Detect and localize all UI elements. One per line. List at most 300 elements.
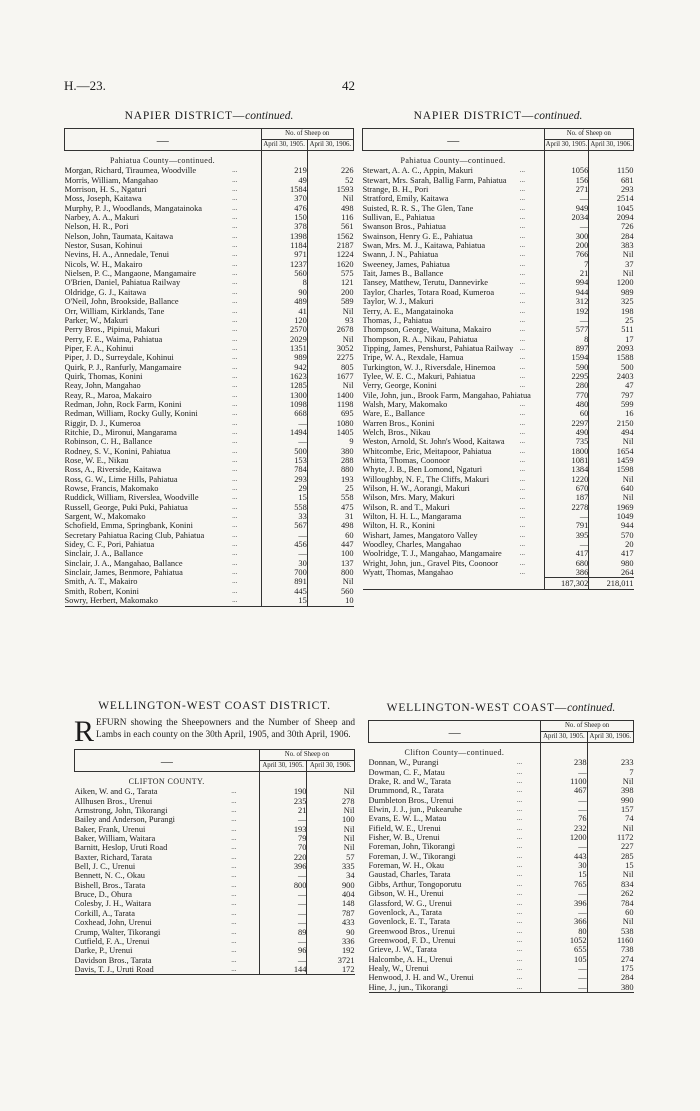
owner-name: Grieve, J. W., Tarata [368, 945, 437, 955]
sheep-count-1905: 1623 [261, 372, 307, 381]
leader-dots: ... [519, 269, 525, 278]
sheep-count-1905: — [259, 815, 307, 824]
owner-column-header: — [363, 129, 545, 151]
leader-dots: ... [519, 231, 525, 240]
owner-row [369, 796, 634, 805]
sheep-count-1905: 312 [544, 297, 589, 306]
empty-cell [589, 151, 634, 167]
leader-dots: ... [231, 843, 237, 852]
sheep-count-1906: 1045 [589, 204, 634, 213]
owner-row [369, 852, 634, 861]
leader-dots: ... [232, 343, 238, 352]
sheep-count-1905: 153 [261, 456, 307, 465]
sheep-count-1906: 797 [589, 391, 634, 400]
owner-row [75, 965, 355, 975]
owner-name: Swanson Bros., Pahiatua [362, 222, 446, 232]
owner-name: Nestor, Susan, Kohinui [64, 241, 143, 251]
sheep-count-1906: 398 [587, 786, 633, 795]
leader-dots: ... [519, 484, 525, 493]
sheep-count-1906: 575 [307, 269, 353, 278]
leader-dots: ... [516, 889, 523, 898]
owner-name: Smith, A. T., Makairo [64, 577, 138, 587]
sheep-count-1905: 700 [261, 568, 307, 577]
sheep-count-1906: 1405 [307, 428, 353, 437]
leader-dots: ... [232, 512, 238, 521]
owner-row [75, 834, 355, 843]
leader-dots: ... [232, 325, 238, 334]
sheep-count-1906: 500 [589, 363, 634, 372]
sheep-count-1905: 8 [261, 278, 307, 287]
sheep-count-1906: 380 [307, 447, 353, 456]
sheep-count-1905: 456 [261, 540, 307, 549]
leader-dots: ... [232, 390, 238, 399]
owner-name: Dumbleton Bros., Urenui [368, 795, 454, 805]
leader-dots: ... [231, 815, 237, 824]
column-header-1905: April 30, 1905. [544, 140, 589, 151]
owner-row [363, 372, 634, 381]
owner-name: Woolridge, T. J., Mangahao, Mangamaire [362, 549, 502, 559]
owner-name: Taylor, W. J., Makuri [362, 297, 434, 307]
sheep-count-1906: 100 [307, 549, 353, 558]
leader-dots: ... [232, 166, 238, 175]
owner-name: Reay, R., Maroa, Makairo [64, 390, 152, 400]
leader-dots: ... [516, 870, 523, 879]
leader-dots: ... [519, 371, 525, 380]
sheep-count-1906: 640 [589, 484, 634, 493]
sheep-count-1905: — [259, 899, 307, 908]
sheep-count-1905: 15 [261, 596, 307, 606]
sheep-table [74, 749, 355, 975]
owner-row [65, 587, 354, 596]
sheep-count-1905: 193 [259, 825, 307, 834]
sheep-count-1905: 30 [541, 861, 587, 870]
sheep-count-1905: 558 [261, 503, 307, 512]
sheep-count-1906: 93 [307, 316, 353, 325]
sheep-count-1906: 1588 [589, 353, 634, 362]
owner-row [369, 814, 634, 823]
total-row [363, 578, 634, 589]
sheep-count-1905: — [544, 540, 589, 549]
owner-name: Henwood, J. H. and W., Urenui [368, 973, 474, 983]
leader-dots: ... [516, 814, 523, 823]
leader-dots: ... [519, 259, 525, 268]
owner-name: O'Neil, John, Brookside, Ballance [64, 297, 179, 307]
owner-row [369, 945, 634, 954]
owner-name: Nicols, W. H., Makairo [64, 259, 143, 269]
owner-name: Baker, Frank, Urenui [74, 824, 146, 834]
sheep-count-1905: — [541, 889, 587, 898]
owner-name: Healy, W., Urenui [368, 963, 429, 973]
owner-row [65, 166, 354, 175]
owner-name: Stewart, Mrs. Sarah, Ballig Farm, Pahiatua [362, 175, 507, 185]
leader-dots: ... [232, 521, 238, 530]
sheep-count-1906: 264 [589, 568, 634, 578]
document-reference: H.—23. [64, 78, 106, 93]
leader-dots: ... [516, 963, 523, 972]
owner-name: Sweeney, James, Pahiatua [362, 259, 450, 269]
sheep-count-1906: 805 [307, 363, 353, 372]
sheep-count-1906: Nil [307, 834, 355, 843]
sheep-count-1906: 325 [589, 297, 634, 306]
owner-name: Evans, E. W. L., Matau [368, 814, 447, 824]
owner-row [369, 983, 634, 993]
leader-dots: ... [519, 278, 525, 287]
leader-dots: ... [232, 371, 238, 380]
sheep-count-1905: 395 [544, 531, 589, 540]
owner-name: Moss, Joseph, Kaitawa [64, 194, 142, 204]
leader-dots: ... [232, 577, 238, 586]
sheep-count-1906: 900 [307, 881, 355, 890]
owner-name: Elwin, J. J., jun., Pukearuhe [368, 805, 463, 815]
owner-row [65, 335, 354, 344]
sheep-count-1905: 784 [261, 465, 307, 474]
column-header-1906: April 30, 1906. [307, 761, 355, 772]
owner-row [65, 185, 354, 194]
sheep-count-1905: 120 [261, 316, 307, 325]
sheep-count-1906: 447 [307, 540, 353, 549]
owner-name: Wishart, James, Mangatoro Valley [362, 530, 478, 540]
owner-name: Vile, John, jun., Brook Farm, Mangahao, Pahiatua [362, 390, 531, 400]
sheep-count-1906: 570 [589, 531, 634, 540]
sheep-count-1906: 695 [307, 409, 353, 418]
sheep-count-1905: 8 [544, 335, 589, 344]
sheep-count-1906: 433 [307, 918, 355, 927]
leader-dots: ... [232, 297, 238, 306]
sheep-count-1905: 21 [544, 269, 589, 278]
owner-row [363, 540, 634, 549]
sheep-count-1906: 60 [307, 531, 353, 540]
owner-name: Orr, William, Kirklands, Tane [64, 306, 165, 316]
sheep-count-1906: 1620 [307, 260, 353, 269]
leader-dots: ... [232, 259, 238, 268]
sheep-count-1906: Nil [307, 194, 353, 203]
sheep-count-1905: 770 [544, 391, 589, 400]
owner-name: Davidson Bros., Tarata [74, 955, 152, 965]
owner-name: Nelson, H. R., Pori [64, 222, 129, 232]
owner-row [363, 269, 634, 278]
sheep-count-1905: 30 [261, 559, 307, 568]
owner-row [363, 278, 634, 287]
sheep-count-1905: — [259, 871, 307, 880]
sheep-count-1905: 187 [544, 493, 589, 502]
sheep-count-1906: Nil [307, 381, 353, 390]
sheep-count-1905: 765 [541, 880, 587, 889]
owner-name: Riggir, D. J., Kumeroa [64, 418, 141, 428]
sheep-count-1906: 404 [307, 890, 355, 899]
leader-dots: ... [232, 287, 238, 296]
owner-name: Davis, T. J., Uruti Road [75, 965, 232, 975]
sheep-count-1906: 2093 [589, 344, 634, 353]
owner-row [75, 871, 355, 880]
sheep-count-group-header: No. of Sheep on [541, 721, 634, 732]
owner-row [75, 899, 355, 908]
owner-row [65, 307, 354, 316]
owner-row [369, 842, 634, 851]
owner-row [363, 381, 634, 390]
sheep-count-1905: 897 [544, 344, 589, 353]
sheep-count-1906: Nil [587, 777, 633, 786]
owner-row [65, 521, 354, 530]
panel-title-main: WELLINGTON-WEST COAST DISTRICT. [98, 700, 331, 712]
wellington-west-coast-panel-right [368, 702, 634, 993]
column-header-1906: April 30, 1906. [587, 732, 633, 743]
sheep-count-1906: 980 [589, 559, 634, 568]
owner-row [369, 964, 634, 973]
sheep-count-1905: — [261, 549, 307, 558]
owner-row [65, 372, 354, 381]
owner-row [363, 204, 634, 213]
sheep-count-1905: 232 [541, 824, 587, 833]
owner-row [363, 475, 634, 484]
sheep-count-1906: 1200 [589, 278, 634, 287]
owner-row [363, 241, 634, 250]
owner-name: Thompson, George, Waituna, Makairo [362, 325, 492, 335]
owner-row [65, 577, 354, 586]
sheep-count-1906: 511 [589, 325, 634, 334]
leader-dots: ... [519, 540, 525, 549]
owner-name: Drummond, R., Tarata [368, 786, 444, 796]
sheep-count-1906: 494 [589, 428, 634, 437]
county-heading-row [65, 151, 354, 167]
owner-name: Stratford, Emily, Kaitawa [362, 194, 449, 204]
sheep-count-1906: 34 [307, 871, 355, 880]
owner-name: Foreman, W. H., Okau [368, 861, 445, 871]
sheep-count-group-header: No. of Sheep on [259, 750, 354, 761]
sheep-count-1906: 726 [589, 222, 634, 231]
owner-row [75, 862, 355, 871]
owner-name: Willoughby, N. F., The Cliffs, Makuri [362, 474, 490, 484]
empty-cell [307, 772, 355, 788]
owner-row [363, 185, 634, 194]
sheep-count-1905: 90 [261, 288, 307, 297]
owner-name: Stewart, A. A. C., Appin, Makuri [362, 166, 474, 176]
sheep-count-1906: 10 [307, 596, 353, 606]
owner-row [369, 889, 634, 898]
owner-row [65, 559, 354, 568]
owner-name: Nelson, John, Taumata, Kaitawa [64, 231, 174, 241]
owner-name: Sinclair, J. A., Ballance [64, 549, 144, 559]
leader-dots: ... [232, 194, 238, 203]
sheep-count-1905: 105 [541, 955, 587, 964]
sheep-count-1906: 834 [587, 880, 633, 889]
owner-row [65, 381, 354, 390]
sheep-count-1905: — [541, 908, 587, 917]
leader-dots: ... [232, 502, 238, 511]
leader-dots: ... [231, 787, 237, 796]
owner-row [363, 176, 634, 185]
sheep-count-1905: 386 [544, 568, 589, 578]
leader-dots: ... [232, 465, 238, 474]
leader-dots: ... [231, 946, 237, 955]
owner-row [369, 973, 634, 982]
sheep-count-1906: 383 [589, 241, 634, 250]
sheep-count-1906: 90 [307, 928, 355, 937]
owner-name: Dowman, C. F., Matau [368, 767, 445, 777]
leader-dots: ... [516, 823, 523, 832]
sheep-count-1905: 1100 [541, 777, 587, 786]
owner-row [65, 353, 354, 362]
sheep-count-1906: 2403 [589, 372, 634, 381]
sheep-count-1905: 680 [544, 559, 589, 568]
owner-name: Rowse, Francis, Makomako [64, 484, 159, 494]
owner-name: Piper, J. D., Surreydale, Kohinui [64, 353, 174, 363]
owner-row [363, 353, 634, 362]
sheep-count-1906: 681 [589, 176, 634, 185]
owner-name: Wilson, Mrs. Mary, Makuri [362, 493, 455, 503]
sheep-count-1906: Nil [307, 577, 353, 586]
sheep-count-1905: 791 [544, 521, 589, 530]
owner-row [65, 400, 354, 409]
leader-dots: ... [232, 456, 238, 464]
sheep-count-1905: 467 [541, 786, 587, 795]
sheep-table [64, 128, 354, 607]
sheep-count-1905: 2570 [261, 325, 307, 334]
leader-dots: ... [519, 175, 525, 184]
owner-name: Halcombe, A. H., Urenui [368, 954, 453, 964]
leader-dots: ... [516, 954, 523, 963]
leader-dots: ... [519, 381, 525, 390]
owner-name: Swainson, Henry G. E., Pahiatua [362, 231, 473, 241]
sheep-count-1906: 944 [589, 521, 634, 530]
sheep-count-1905: 144 [259, 965, 307, 975]
sheep-count-1905: 668 [261, 409, 307, 418]
owner-name: Foreman, J. W., Tikorangi [368, 851, 456, 861]
sheep-count-1905: 800 [259, 881, 307, 890]
owner-row [363, 232, 634, 241]
owner-row [75, 853, 355, 862]
owner-row [363, 297, 634, 306]
sheep-count-1905: 1398 [261, 232, 307, 241]
leader-dots: ... [516, 842, 523, 851]
leader-dots: ... [231, 955, 237, 964]
leader-dots: ... [231, 880, 237, 889]
owner-name: Nevins, H. A., Annedale, Tenui [64, 250, 170, 260]
sheep-count-1906: 274 [587, 955, 633, 964]
sheep-count-1905: 89 [259, 928, 307, 937]
owner-row [65, 503, 354, 512]
owner-row [65, 391, 354, 400]
sheep-count-1906: Nil [589, 269, 634, 278]
sheep-count-1906: 31 [307, 512, 353, 521]
owner-row [363, 335, 634, 344]
sheep-count-1905: 480 [544, 400, 589, 409]
sheep-count-1905: 33 [261, 512, 307, 521]
sheep-count-1905: 271 [544, 185, 589, 194]
owner-name: Tripe, W. A., Rexdale, Hamua [362, 353, 464, 363]
owner-name: Bruce, D., Ohura [74, 890, 132, 900]
sheep-count-1905: — [541, 973, 587, 982]
leader-dots: ... [232, 353, 238, 362]
leader-dots: ... [232, 175, 238, 184]
owner-name: Baxter, Richard, Tarata [74, 852, 153, 862]
owner-name: Baker, William, Waitara [74, 834, 156, 844]
sheep-count-1905: 200 [544, 241, 589, 250]
owner-row [369, 899, 634, 908]
sheep-count-1905: 490 [544, 428, 589, 437]
owner-name: Morris, William, Mangahao [64, 175, 158, 185]
leader-dots: ... [231, 927, 237, 936]
sheep-count-1906: 284 [589, 232, 634, 241]
sheep-count-1905: 567 [261, 521, 307, 530]
sheep-count-1905: 29 [261, 484, 307, 493]
sheep-count-1906: 233 [587, 758, 633, 767]
owner-name: Tansey, Matthew, Terutu, Dannevirke [362, 278, 488, 288]
sheep-count-1906: 990 [587, 796, 633, 805]
owner-row [369, 880, 634, 889]
owner-row [369, 936, 634, 945]
leader-dots: ... [519, 222, 525, 231]
owner-column-header: — [75, 750, 260, 772]
sheep-count-1906: 475 [307, 503, 353, 512]
owner-name: Cutfield, F. A., Urenui [74, 936, 150, 946]
sheep-count-1905: 2034 [544, 213, 589, 222]
owner-name: Allhusen Bros., Urenui [74, 796, 153, 806]
sheep-count-1905: 378 [261, 222, 307, 231]
leader-dots: ... [516, 861, 523, 870]
leader-dots: ... [232, 446, 238, 455]
drop-cap-letter: R [74, 715, 95, 748]
owner-row [369, 805, 634, 814]
owner-name: Greenwood Bros., Urenui [368, 926, 456, 936]
owner-row [75, 843, 355, 852]
sheep-count-1905: — [541, 796, 587, 805]
sheep-count-1906: 17 [589, 335, 634, 344]
owner-row [369, 777, 634, 786]
owner-name: Sullivan, E., Pahiatua [362, 213, 435, 223]
sheep-count-1905: 1052 [541, 936, 587, 945]
sheep-count-1906: 1400 [307, 391, 353, 400]
sheep-count-1906: 175 [587, 964, 633, 973]
sheep-count-1906: 7 [587, 768, 633, 777]
leader-dots: ... [519, 250, 525, 259]
owner-name: Nielsen, P. C., Mangaone, Mangamaire [64, 269, 196, 279]
leader-dots: ... [519, 568, 525, 577]
sheep-count-1905: 655 [541, 945, 587, 954]
sheep-count-1905: 1584 [261, 185, 307, 194]
sheep-count-1905: 1494 [261, 428, 307, 437]
leader-dots: ... [232, 399, 238, 408]
sheep-count-1906: 1160 [587, 936, 633, 945]
sheep-count-1905: 220 [259, 853, 307, 862]
sheep-table [368, 720, 634, 993]
owner-name: Rose, W. E., Nikau [64, 456, 129, 465]
leader-dots: ... [232, 530, 238, 539]
sheep-count-1905: 560 [261, 269, 307, 278]
panel-title-main: WELLINGTON-WEST COAST— [386, 702, 568, 714]
column-header-1906: April 30, 1906. [307, 140, 353, 151]
sheep-count-1906: 198 [589, 307, 634, 316]
sheep-count-1906: 16 [589, 409, 634, 418]
sheep-count-1905: 1384 [544, 465, 589, 474]
sheep-count-1905: 96 [259, 946, 307, 955]
owner-name: Redman, John, Rock Farm, Konini [64, 399, 182, 409]
sheep-count-1905: 80 [541, 927, 587, 936]
sheep-count-group-header: No. of Sheep on [544, 129, 633, 140]
sheep-count-1905: 891 [261, 577, 307, 586]
owner-name: Ritchie, D., Mironui, Mangarama [64, 427, 177, 437]
sheep-count-1906: 1562 [307, 232, 353, 241]
sheep-count-1906: 172 [307, 965, 355, 975]
sheep-count-1905: 577 [544, 325, 589, 334]
leader-dots: ... [231, 936, 237, 945]
sheep-count-1906: Nil [307, 307, 353, 316]
owner-row [363, 512, 634, 521]
sheep-count-1906: 60 [587, 908, 633, 917]
sheep-count-1906: 74 [587, 814, 633, 823]
sheep-count-1906: 285 [587, 852, 633, 861]
owner-row [363, 213, 634, 222]
owner-row [363, 409, 634, 418]
